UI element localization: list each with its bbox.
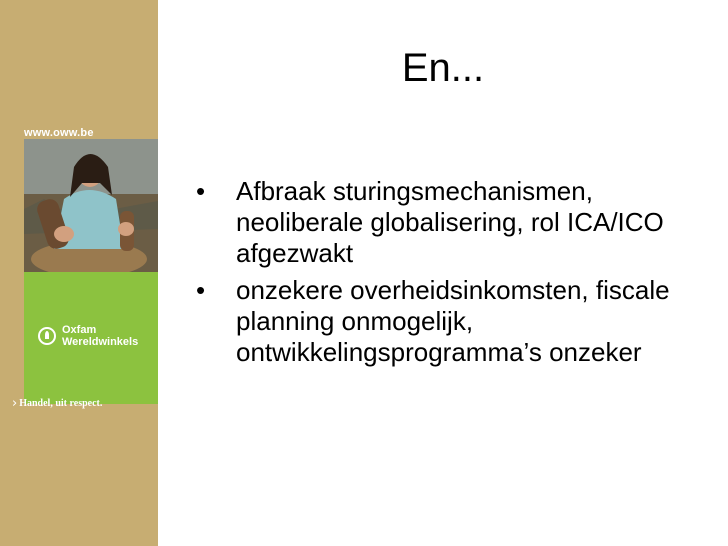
oxfam-logo-icon bbox=[38, 327, 56, 345]
tagline-text: Handel, uit respect. bbox=[19, 398, 103, 409]
oxfam-logo bbox=[38, 324, 138, 348]
bullet-text: onzekere overheidsinkomsten, fiscale planning onmogelijk, ontwikkelingsprogramma’s onzeker bbox=[236, 275, 670, 367]
bullet-icon: • bbox=[196, 275, 206, 305]
logo-line-1: Oxfam bbox=[62, 324, 97, 336]
chevron-right-icon: › bbox=[12, 396, 18, 411]
banner-photo bbox=[24, 139, 158, 272]
bullet-item bbox=[196, 176, 696, 269]
bullet-list bbox=[196, 176, 696, 374]
logo-line-2: Wereldwinkels bbox=[62, 336, 139, 348]
oxfam-logo-text bbox=[62, 324, 138, 348]
bullet-icon: • bbox=[196, 176, 206, 206]
tagline bbox=[12, 396, 102, 411]
banner-url: www.oww.be bbox=[24, 127, 94, 139]
bullet-item bbox=[196, 275, 696, 368]
oxfam-logo-panel bbox=[24, 272, 158, 404]
slide-title: En... bbox=[401, 46, 485, 90]
sidebar-strip bbox=[0, 0, 158, 546]
bullet-text: Afbraak sturingsmechanismen, neoliberale globalisering, rol ICA/ICO afgezwakt bbox=[236, 176, 664, 268]
